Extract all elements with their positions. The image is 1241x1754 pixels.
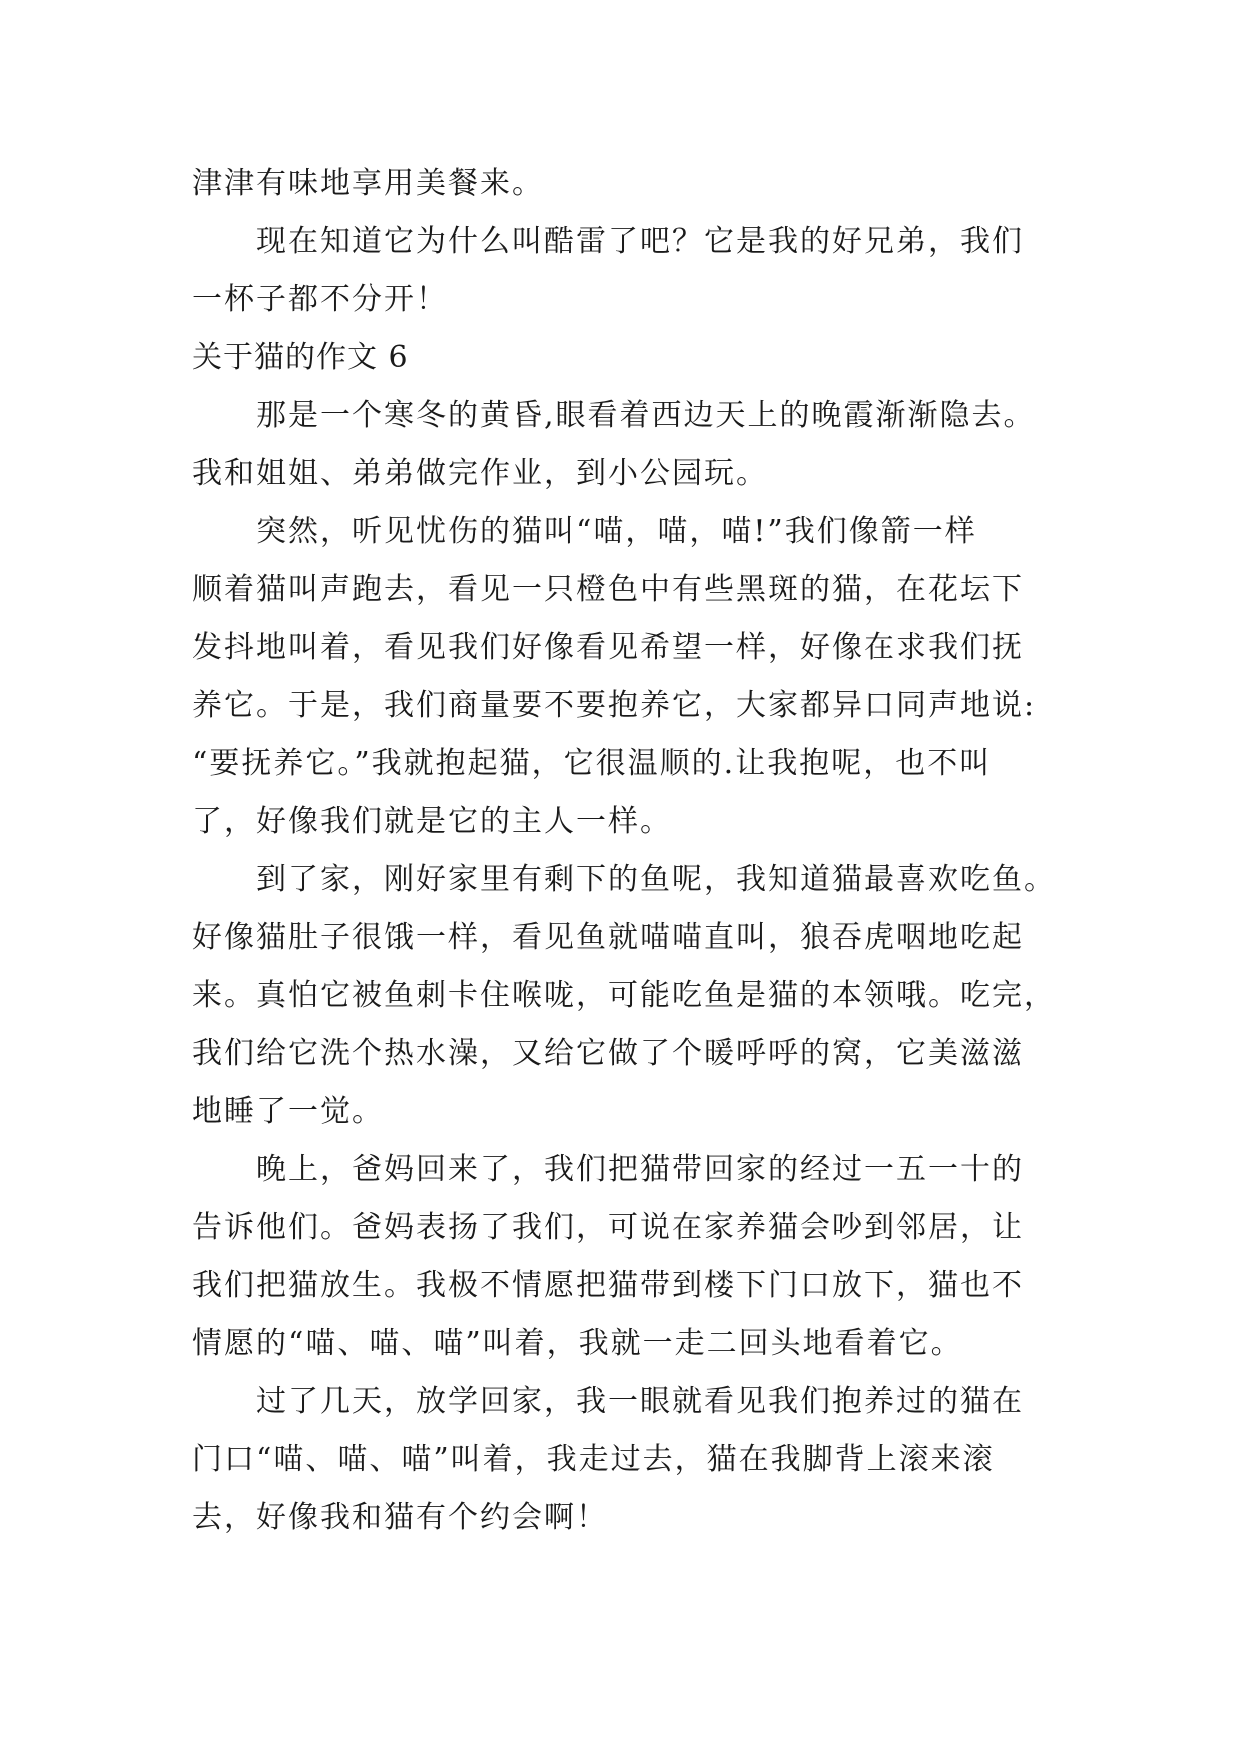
text-line: 来。真怕它被鱼刺卡住喉咙，可能吃鱼是猫的本领哦。吃完， <box>192 978 1056 1013</box>
text-line: 我们给它洗个热水澡，又给它做了个暖呼呼的窝，它美滋滋 <box>192 1036 1024 1071</box>
text-line: 我和姐姐、弟弟做完作业，到小公园玩。 <box>192 456 768 491</box>
text-line: 地睡了一觉。 <box>192 1094 384 1129</box>
text-line: 顺着猫叫声跑去，看见一只橙色中有些黑斑的猫，在花坛下 <box>192 572 1024 607</box>
text-line: “要抚养它。”我就抱起猫，它很温顺的.让我抱呢，也不叫 <box>192 746 992 781</box>
paragraph <box>192 851 1056 1141</box>
text-line: 一杯子都不分开！ <box>192 282 448 317</box>
paragraph <box>192 503 1047 851</box>
previous-essay-tail <box>192 155 1047 213</box>
text-line: 到了家，刚好家里有剩下的鱼呢，我知道猫最喜欢吃鱼。 <box>256 862 1056 897</box>
text-line: 我们把猫放生。我极不情愿把猫带到楼下门口放下，猫也不 <box>192 1268 1024 1303</box>
text-line: 发抖地叫着，看见我们好像看见希望一样，好像在求我们抚 <box>192 630 1024 665</box>
text-line: 去，好像我和猫有个约会啊！ <box>192 1500 608 1535</box>
paragraph <box>192 1141 1047 1373</box>
text-line: 那是一个寒冬的黄昏,眼看着西边天上的晚霞渐渐隐去。 <box>256 398 1036 433</box>
text-line: 养它。于是，我们商量要不要抱养它，大家都异口同声地说: <box>192 688 1037 723</box>
text-line: 门口“喵、喵、喵”叫着，我走过去，猫在我脚背上滚来滚 <box>192 1442 995 1477</box>
document-page <box>192 155 1056 1547</box>
text-line: 好像猫肚子很饿一样，看见鱼就喵喵直叫，狼吞虎咽地吃起 <box>192 920 1024 955</box>
text-line: 突然，听见忧伤的猫叫“喵，喵，喵!”我们像箭一样 <box>256 514 977 549</box>
text-line: 现在知道它为什么叫酷雷了吧？它是我的好兄弟，我们 <box>256 224 1024 259</box>
text-line: 情愿的“喵、喵、喵”叫着，我就一走二回头地看着它。 <box>192 1326 963 1361</box>
essay-title: 关于猫的作文 6 <box>192 340 409 375</box>
text-line: 过了几天，放学回家，我一眼就看见我们抱养过的猫在 <box>256 1384 1024 1419</box>
paragraph <box>192 1373 1047 1547</box>
paragraph <box>192 387 1047 503</box>
text-line: 津津有味地享用美餐来。 <box>192 166 544 201</box>
text-line: 了，好像我们就是它的主人一样。 <box>192 804 672 839</box>
previous-essay-closing-paragraph <box>192 213 1047 329</box>
text-line: 告诉他们。爸妈表扬了我们，可说在家养猫会吵到邻居，让 <box>192 1210 1024 1245</box>
text-line: 晚上，爸妈回来了，我们把猫带回家的经过一五一十的 <box>256 1152 1024 1187</box>
